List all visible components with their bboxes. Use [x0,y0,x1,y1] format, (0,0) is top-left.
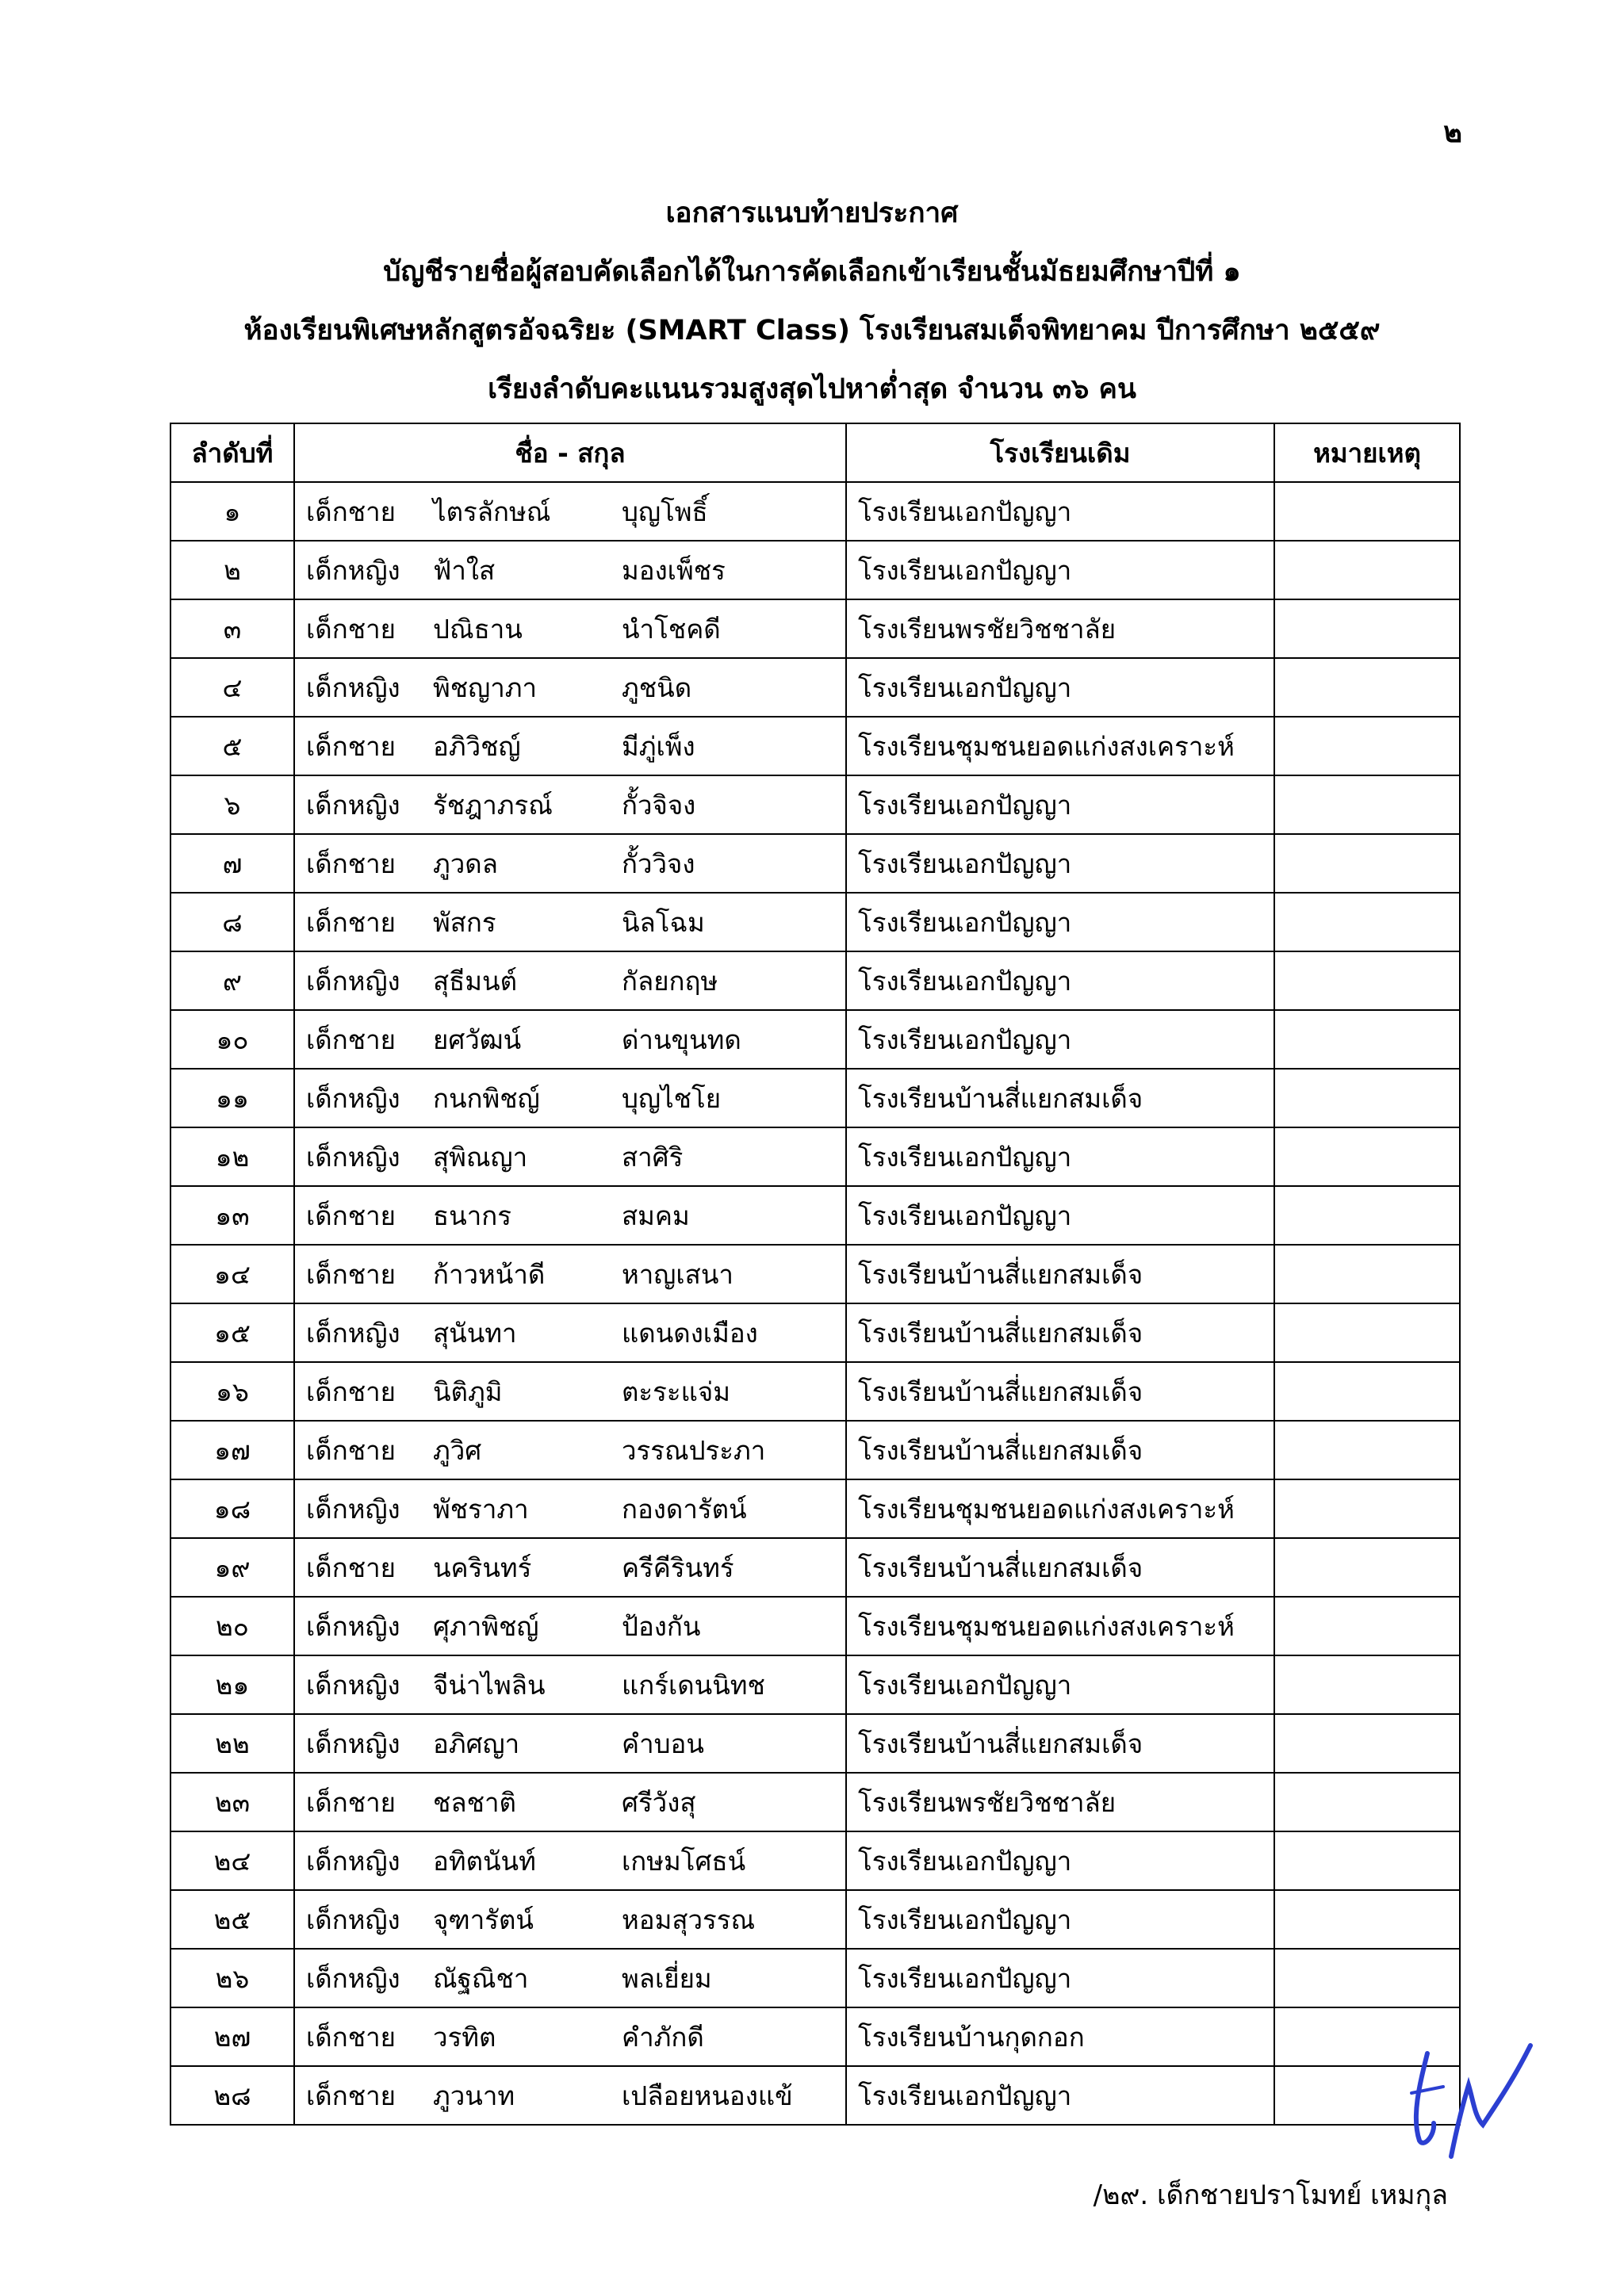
last-name: วรรณประภา [622,1434,766,1466]
header-name: ชื่อ - สกุล [294,423,846,482]
previous-school: โรงเรียนบ้านสี่แยกสมเด็จ [846,1714,1274,1773]
remark [1274,541,1460,599]
student-name [294,717,846,775]
table-row [170,1303,1460,1362]
remark [1274,1949,1460,2007]
remark [1274,658,1460,717]
name-prefix: เด็กชาย [306,1434,396,1466]
student-name [294,1303,846,1362]
table-row [170,1479,1460,1538]
last-name: มีภู่เพ็ง [622,730,695,762]
remark [1274,1890,1460,1949]
remark [1274,1127,1460,1186]
row-number: ๒๓ [170,1773,294,1831]
first-name: อภิวิชญ์ [433,730,521,762]
row-number: ๖ [170,775,294,834]
previous-school: โรงเรียนเอกปัญญา [846,1655,1274,1714]
last-name: สมคม [622,1200,690,1231]
student-name [294,1479,846,1538]
table-row [170,1949,1460,2007]
previous-school: โรงเรียนเอกปัญญา [846,893,1274,951]
student-name [294,482,846,541]
table-row [170,482,1460,541]
name-prefix: เด็กหญิง [306,1082,400,1114]
student-name [294,1186,846,1245]
remark [1274,1538,1460,1597]
remark [1274,1479,1460,1538]
handwritten-signature [1396,2030,1546,2164]
table-row [170,541,1460,599]
previous-school: โรงเรียนพรชัยวิชชาลัย [846,599,1274,658]
row-number: ๙ [170,951,294,1010]
table-row [170,1597,1460,1655]
last-name: นิลโฉม [622,906,705,938]
row-number: ๑๘ [170,1479,294,1538]
previous-school: โรงเรียนบ้านสี่แยกสมเด็จ [846,1538,1274,1597]
name-prefix: เด็กหญิง [306,965,400,997]
previous-school: โรงเรียนเอกปัญญา [846,951,1274,1010]
last-name: กั้วจิจง [622,789,696,821]
remark [1274,1303,1460,1362]
row-number: ๒๑ [170,1655,294,1714]
row-number: ๑๒ [170,1127,294,1186]
row-number: ๒๐ [170,1597,294,1655]
row-number: ๑๙ [170,1538,294,1597]
name-prefix: เด็กชาย [306,496,396,527]
table-row [170,1421,1460,1479]
name-prefix: เด็กชาย [306,906,396,938]
row-number: ๓ [170,599,294,658]
remark [1274,1773,1460,1831]
remark [1274,1714,1460,1773]
row-number: ๕ [170,717,294,775]
remark [1274,893,1460,951]
previous-school: โรงเรียนเอกปัญญา [846,658,1274,717]
last-name: ศรีวังสุ [622,1786,696,1818]
first-name: นิติภูมิ [433,1376,503,1407]
student-name [294,1949,846,2007]
name-prefix: เด็กชาย [306,730,396,762]
first-name: ฟ้าใส [433,554,496,586]
table-row [170,2007,1460,2066]
first-name: สุธีมนต์ [433,965,518,997]
table-header-row [170,423,1460,482]
name-prefix: เด็กชาย [306,2021,396,2053]
table-row [170,834,1460,893]
name-prefix: เด็กหญิง [306,789,400,821]
name-prefix: เด็กชาย [306,613,396,645]
first-name: จุฑารัตน์ [433,1904,534,1935]
student-name [294,599,846,658]
student-name [294,1773,846,1831]
last-name: กั้ววิจง [622,848,695,879]
last-name: ป้องกัน [622,1610,701,1642]
previous-school: โรงเรียนเอกปัญญา [846,2066,1274,2125]
first-name: รัชฎาภรณ์ [433,789,553,821]
table-row [170,2066,1460,2125]
table-row [170,1245,1460,1303]
row-number: ๒๕ [170,1890,294,1949]
previous-school: โรงเรียนเอกปัญญา [846,482,1274,541]
table-row [170,599,1460,658]
first-name: อภิศญา [433,1728,520,1759]
row-number: ๒๗ [170,2007,294,2066]
student-name [294,775,846,834]
last-name: บุญไชโย [622,1082,722,1114]
table-row [170,775,1460,834]
row-number: ๑ [170,482,294,541]
last-name: หาญเสนา [622,1258,733,1290]
last-name: กัลยกฤษ [622,965,718,997]
row-number: ๒๘ [170,2066,294,2125]
remark [1274,717,1460,775]
last-name: คำบอน [622,1728,704,1759]
table-row [170,1831,1460,1890]
previous-school: โรงเรียนบ้านสี่แยกสมเด็จ [846,1303,1274,1362]
name-prefix: เด็กชาย [306,1376,396,1407]
last-name: ภูชนิด [622,672,692,703]
student-name [294,893,846,951]
table-row [170,1069,1460,1127]
row-number: ๑๗ [170,1421,294,1479]
name-prefix: เด็กหญิง [306,1493,400,1525]
continuation-note: /๒๙. เด็กชายปราโมทย์ เหมกุล [1093,2179,1448,2211]
first-name: ยศวัฒน์ [433,1024,522,1055]
first-name: พัชราภา [433,1493,529,1525]
student-name [294,2066,846,2125]
previous-school: โรงเรียนเอกปัญญา [846,775,1274,834]
student-name [294,1010,846,1069]
previous-school: โรงเรียนพรชัยวิชชาลัย [846,1773,1274,1831]
previous-school: โรงเรียนบ้านกุดกอก [846,2007,1274,2066]
first-name: ปณิธาน [433,613,523,645]
student-name [294,541,846,599]
table-body [170,482,1460,2125]
name-prefix: เด็กหญิง [306,1141,400,1173]
heading-line-2: บัญชีรายชื่อผู้สอบคัดเลือกได้ในการคัดเลือกเข้าเรียนชั้นมัธยมศึกษาปีที่ ๑ [383,256,1241,288]
table-row [170,1010,1460,1069]
heading-line-3: ห้องเรียนพิเศษหลักสูตรอัจฉริยะ (SMART Class) โรงเรียนสมเด็จพิทยาคม ปีการศึกษา ๒๕๕๙ [243,315,1381,346]
first-name: ภูวนาท [433,2080,515,2111]
row-number: ๑๔ [170,1245,294,1303]
name-prefix: เด็กชาย [306,1552,396,1583]
name-prefix: เด็กชาย [306,2080,396,2111]
table-row [170,1655,1460,1714]
row-number: ๗ [170,834,294,893]
first-name: นครินทร์ [433,1552,532,1583]
student-name [294,1714,846,1773]
student-list-table [170,423,1461,2126]
name-prefix: เด็กหญิง [306,672,400,703]
name-prefix: เด็กหญิง [306,1962,400,1994]
remark [1274,1010,1460,1069]
first-name: พัสกร [433,906,496,938]
first-name: ชลชาติ [433,1786,516,1818]
first-name: ธนากร [433,1200,511,1231]
first-name: จีน่าไพลิน [433,1669,546,1701]
row-number: ๑๑ [170,1069,294,1127]
last-name: แดนดงเมือง [622,1317,758,1349]
first-name: สุนันทา [433,1317,517,1349]
first-name: ภูวิศ [433,1434,482,1466]
previous-school: โรงเรียนบ้านสี่แยกสมเด็จ [846,1362,1274,1421]
remark [1274,951,1460,1010]
previous-school: โรงเรียนเอกปัญญา [846,1010,1274,1069]
remark [1274,1597,1460,1655]
previous-school: โรงเรียนชุมชนยอดแก่งสงเคราะห์ [846,1479,1274,1538]
remark [1274,1186,1460,1245]
previous-school: โรงเรียนเอกปัญญา [846,834,1274,893]
last-name: เปลือยหนองแข้ [622,2080,793,2111]
name-prefix: เด็กหญิง [306,1669,400,1701]
row-number: ๒๖ [170,1949,294,2007]
row-number: ๒๒ [170,1714,294,1773]
header-school: โรงเรียนเดิม [846,423,1274,482]
previous-school: โรงเรียนบ้านสี่แยกสมเด็จ [846,1069,1274,1127]
name-prefix: เด็กหญิง [306,1317,400,1349]
header-note: หมายเหตุ [1274,423,1460,482]
student-name [294,1421,846,1479]
row-number: ๒ [170,541,294,599]
name-prefix: เด็กชาย [306,1258,396,1290]
table-row [170,1186,1460,1245]
heading-line-1: เอกสารแนบท้ายประกาศ [665,197,959,229]
last-name: ครีคีรินทร์ [622,1552,734,1583]
last-name: เกษมโศธน์ [622,1845,746,1877]
student-name [294,1127,846,1186]
remark [1274,775,1460,834]
row-number: ๔ [170,658,294,717]
previous-school: โรงเรียนชุมชนยอดแก่งสงเคราะห์ [846,1597,1274,1655]
name-prefix: เด็กหญิง [306,1728,400,1759]
last-name: สาศิริ [622,1141,684,1173]
name-prefix: เด็กหญิง [306,1904,400,1935]
name-prefix: เด็กชาย [306,848,396,879]
name-prefix: เด็กชาย [306,1200,396,1231]
previous-school: โรงเรียนเอกปัญญา [846,541,1274,599]
previous-school: โรงเรียนบ้านสี่แยกสมเด็จ [846,1245,1274,1303]
first-name: พิชญาภา [433,672,538,703]
name-prefix: เด็กชาย [306,1024,396,1055]
remark [1274,599,1460,658]
remark [1274,1069,1460,1127]
previous-school: โรงเรียนเอกปัญญา [846,1890,1274,1949]
student-name [294,1655,846,1714]
row-number: ๑๓ [170,1186,294,1245]
table-row [170,893,1460,951]
student-name [294,834,846,893]
last-name: กองดารัตน์ [622,1493,747,1525]
remark [1274,482,1460,541]
table-row [170,1773,1460,1831]
page-number: ๒ [1443,117,1462,149]
first-name: วรทิต [433,2021,496,2053]
table-row [170,1127,1460,1186]
table-row [170,1714,1460,1773]
first-name: อทิตนันท์ [433,1845,536,1877]
first-name: สุพิณญา [433,1141,528,1173]
last-name: แกร์เดนนิทช [622,1669,765,1701]
name-prefix: เด็กหญิง [306,554,400,586]
student-name [294,1597,846,1655]
heading-line-4: เรียงลำดับคะแนนรวมสูงสุดไปหาต่ำสุด จำนวน ๓๖ คน [488,373,1136,405]
last-name: มองเพ็ชร [622,554,726,586]
first-name: ไตรลักษณ์ [433,496,551,527]
first-name: กนกพิชญ์ [433,1082,540,1114]
last-name: พลเยี่ยม [622,1962,712,1994]
table-row [170,1890,1460,1949]
student-name [294,1538,846,1597]
previous-school: โรงเรียนชุมชนยอดแก่งสงเคราะห์ [846,717,1274,775]
table-row [170,1362,1460,1421]
student-name [294,1245,846,1303]
last-name: นำโชคดี [622,613,721,645]
previous-school: โรงเรียนเอกปัญญา [846,1127,1274,1186]
last-name: หอมสุวรรณ [622,1904,756,1935]
row-number: ๒๔ [170,1831,294,1890]
student-name [294,658,846,717]
previous-school: โรงเรียนเอกปัญญา [846,1831,1274,1890]
previous-school: โรงเรียนบ้านสี่แยกสมเด็จ [846,1421,1274,1479]
table-row [170,1538,1460,1597]
previous-school: โรงเรียนเอกปัญญา [846,1949,1274,2007]
row-number: ๑๖ [170,1362,294,1421]
first-name: ศุภาพิชญ์ [433,1610,539,1642]
remark [1274,1421,1460,1479]
remark [1274,1362,1460,1421]
table-row [170,951,1460,1010]
student-name [294,1831,846,1890]
student-name [294,1069,846,1127]
name-prefix: เด็กชาย [306,1786,396,1818]
last-name: ด่านขุนทด [622,1024,741,1055]
row-number: ๑๕ [170,1303,294,1362]
document-heading [0,184,1624,419]
previous-school: โรงเรียนเอกปัญญา [846,1186,1274,1245]
name-prefix: เด็กหญิง [306,1845,400,1877]
remark [1274,1245,1460,1303]
student-name [294,2007,846,2066]
remark [1274,834,1460,893]
last-name: ตะระแจ่ม [622,1376,730,1407]
name-prefix: เด็กหญิง [306,1610,400,1642]
first-name: ณัฐณิชา [433,1962,529,1994]
table-row [170,658,1460,717]
header-no: ลำดับที่ [170,423,294,482]
first-name: ก้าวหน้าดี [433,1258,546,1290]
row-number: ๑๐ [170,1010,294,1069]
row-number: ๘ [170,893,294,951]
last-name: คำภักดี [622,2021,704,2053]
first-name: ภูวดล [433,848,498,879]
student-name [294,1362,846,1421]
remark [1274,1831,1460,1890]
table-row [170,717,1460,775]
student-name [294,1890,846,1949]
student-name [294,951,846,1010]
remark [1274,1655,1460,1714]
last-name: บุญโพธิ์ [622,496,708,527]
